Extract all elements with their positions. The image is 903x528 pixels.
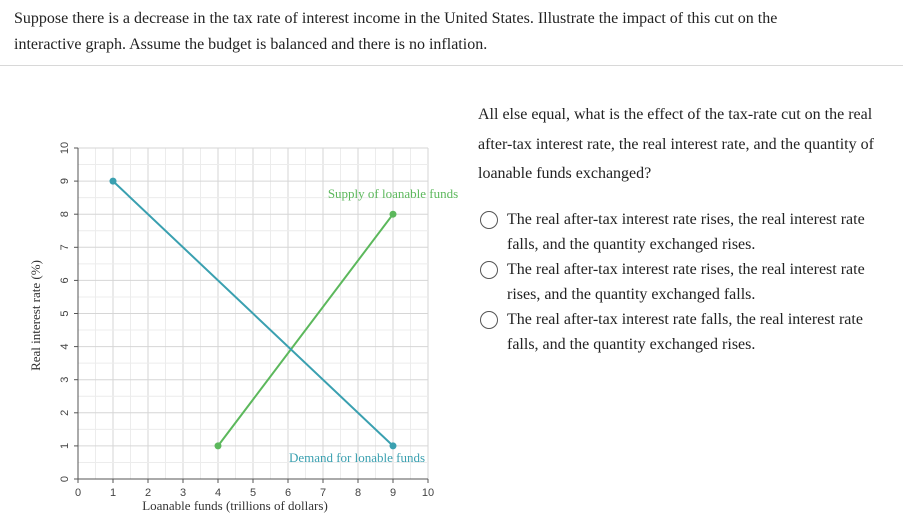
x-tick-label: 6 [284,487,292,499]
y-tick-label: 0 [58,475,71,483]
curve-labels [289,186,458,465]
prompt-line-1: Suppose there is a decrease in the tax rate of interest income in the United States. Illustrate the impact of this cut on the [14,10,778,27]
option-3[interactable] [480,307,900,357]
demand-endpoint-2[interactable] [390,442,397,449]
x-tick-label: 9 [389,487,397,499]
demand-endpoint-1[interactable] [110,178,117,185]
y-axis-title: Real interest rate (%) [28,260,43,371]
demand-curve-label: Demand for lonable funds [288,449,426,465]
prompt-line-2: interactive graph. Assume the budget is balanced and there is no inflation. [14,36,488,53]
answer-options [480,207,900,357]
x-tick-label: 7 [319,487,327,499]
y-tick-label: 6 [58,277,71,284]
option-1-label: The real after-tax interest rate rises, the real interest rate falls, and the quantity exchanged rises. [507,211,865,253]
question-text: All else equal, what is the effect of the tax-rate cut on the real after-tax interest rate, the real interest rate, and the quantity of loanable funds exchanged? [478,106,874,182]
y-tick-label: 4 [58,343,71,350]
supply-curve-label: Supply of loanable funds [327,186,459,202]
x-tick-label: 4 [214,487,222,499]
option-1[interactable] [480,207,900,257]
y-tick-label: 8 [58,211,71,218]
x-tick-label: 1 [109,487,117,499]
y-tick-label: 2 [58,409,71,416]
x-tick-label: 10 [421,487,435,499]
x-tick-label: 2 [144,487,152,499]
y-tick-label: 10 [58,141,71,155]
x-tick-label: 0 [74,487,82,499]
y-tick-label: 3 [58,376,71,383]
radio-button-1[interactable] [480,211,498,229]
supply-endpoint-1[interactable] [215,442,222,449]
supply-endpoint-2[interactable] [390,211,397,218]
y-tick-label: 1 [58,442,71,449]
option-2-label: The real after-tax interest rate rises, the real interest rate rises, and the quantity exchanged falls. [507,261,865,303]
y-tick-label: 7 [58,244,71,251]
radio-button-2[interactable] [480,261,498,279]
x-tick-label: 5 [249,487,257,499]
x-tick-label: 3 [179,487,187,499]
x-tick-label: 8 [354,487,362,499]
y-tick-label: 9 [58,178,71,185]
radio-button-3[interactable] [480,311,498,329]
x-axis-title: Loanable funds (trillions of dollars) [142,498,328,513]
option-3-label: The real after-tax interest rate falls, the real interest rate falls, and the quantity exchanged rises. [507,311,863,353]
y-tick-label: 5 [58,310,71,317]
option-2[interactable] [480,257,900,307]
